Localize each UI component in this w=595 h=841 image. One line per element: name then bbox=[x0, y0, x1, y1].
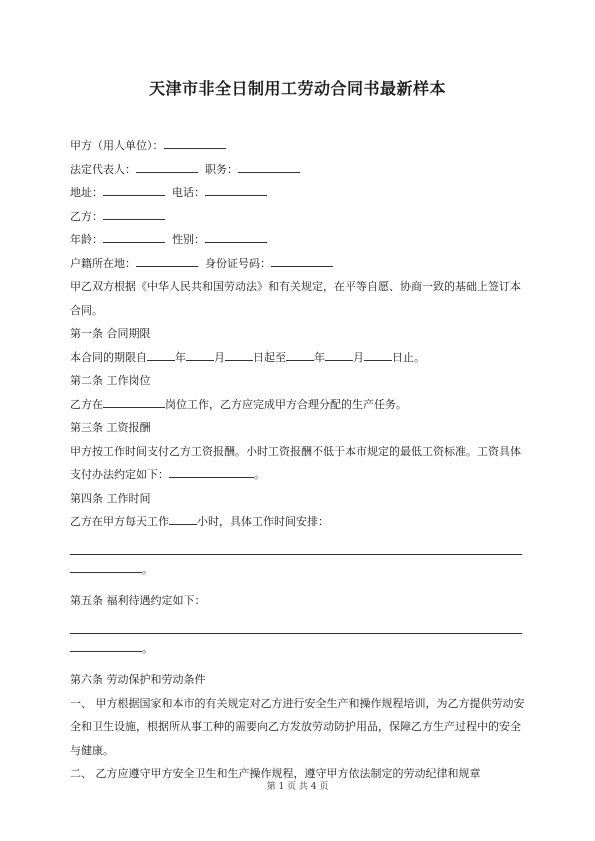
benefits-blank-line[interactable] bbox=[70, 619, 522, 634]
article-4-text bbox=[70, 510, 530, 534]
benefits-blank-short[interactable] bbox=[70, 637, 142, 652]
phone-blank[interactable] bbox=[205, 181, 267, 196]
a2-text-pre: 乙方在 bbox=[70, 397, 103, 411]
article-3-text bbox=[70, 440, 530, 487]
page-number-footer: 第 1 页 共 4 页 bbox=[266, 782, 329, 792]
hukou-line bbox=[70, 252, 530, 276]
party-a-line bbox=[70, 134, 530, 158]
party-b-blank[interactable] bbox=[103, 205, 165, 220]
position-blank[interactable] bbox=[238, 158, 300, 173]
work-schedule-blank-short[interactable] bbox=[70, 558, 142, 573]
a1-text-2: 月 bbox=[214, 350, 225, 364]
id-number-label: 身份证号码： bbox=[205, 256, 271, 270]
phone-label: 电话： bbox=[172, 186, 205, 199]
party-a-blank[interactable] bbox=[164, 134, 226, 149]
article-5-end bbox=[70, 637, 530, 661]
article-2-text bbox=[70, 393, 530, 417]
article-4-title: 第四条 工作时间 bbox=[70, 491, 151, 505]
gender-blank[interactable] bbox=[205, 228, 267, 243]
a1-text-6: 日止。 bbox=[392, 350, 425, 364]
end-year-blank[interactable] bbox=[286, 346, 314, 361]
a1-text-5: 月 bbox=[353, 350, 364, 364]
id-number-blank[interactable] bbox=[271, 252, 333, 267]
a4-end-text: 。 bbox=[142, 562, 153, 576]
start-month-blank[interactable] bbox=[186, 346, 214, 361]
pay-method-blank[interactable] bbox=[169, 463, 254, 478]
article-1-title: 第一条 合同期限 bbox=[70, 327, 151, 340]
end-day-blank[interactable] bbox=[364, 346, 392, 361]
article-6-title: 第六条 劳动保护和劳动条件 bbox=[70, 673, 206, 686]
end-month-blank[interactable] bbox=[325, 346, 353, 361]
a1-text-3: 日起至 bbox=[253, 350, 286, 364]
address-line bbox=[70, 181, 530, 205]
hukou-label: 户籍所在地： bbox=[70, 256, 136, 270]
work-schedule-blank-line[interactable] bbox=[70, 540, 522, 555]
legal-rep-label: 法定代表人： bbox=[70, 162, 136, 176]
start-day-blank[interactable] bbox=[225, 346, 253, 361]
party-b-label: 乙方： bbox=[70, 209, 103, 223]
article-4-end bbox=[70, 558, 530, 582]
party-a-label: 甲方（用人单位）： bbox=[70, 139, 164, 152]
intro-paragraph: 甲乙双方根据《中华人民共和国劳动法》和有关规定，在平等自愿、协商一致的基础上签订本合同。 bbox=[70, 280, 521, 317]
a3-text-post: 。 bbox=[254, 468, 265, 481]
age-label: 年龄： bbox=[70, 233, 103, 246]
a1-text-1: 年 bbox=[175, 350, 186, 364]
a3-text-pre: 甲方按工作时间支付乙方工资报酬。小时工资报酬不低于本市规定的最低工资标准。工资具体支付办法约定如下： bbox=[70, 444, 521, 481]
age-blank[interactable] bbox=[103, 228, 165, 243]
a1-text-0: 本合同的期限自 bbox=[70, 350, 147, 364]
article-2-title: 第二条 工作岗位 bbox=[70, 374, 151, 387]
document-title: 天津市非全日制用工劳动合同书最新样本 bbox=[148, 79, 446, 98]
article-5-title: 第五条 福利待遇约定如下： bbox=[70, 594, 206, 607]
a4-text-pre: 乙方在甲方每天工作 bbox=[70, 515, 169, 528]
a1-text-4: 年 bbox=[314, 350, 325, 364]
article-6-para-1: 一、 甲方根据国家和本市的有关规定对乙方进行安全生产和操作规程培训，为乙方提供劳动安全和卫生设施，根据所从事工种的需要向乙方发放劳动防护用品，保障乙方生产过程中的安全与健康。 bbox=[70, 696, 525, 757]
article-6-para-2: 二、 乙方应遵守甲方安全卫生和生产操作规程，遵守甲方依法制定的劳动纪律和规章 bbox=[70, 767, 481, 780]
gender-label: 性别： bbox=[172, 233, 205, 246]
hukou-blank[interactable] bbox=[136, 252, 198, 267]
start-year-blank[interactable] bbox=[147, 346, 175, 361]
a4-text-post: 小时，具体工作时间安排： bbox=[197, 515, 329, 528]
document-body bbox=[70, 134, 530, 786]
daily-hours-blank[interactable] bbox=[169, 510, 197, 525]
job-post-blank[interactable] bbox=[103, 393, 165, 408]
legal-rep-blank[interactable] bbox=[136, 158, 198, 173]
a2-text-post: 岗位工作，乙方应完成甲方合理分配的生产任务。 bbox=[165, 397, 407, 411]
address-label: 地址： bbox=[70, 186, 103, 199]
address-blank[interactable] bbox=[103, 181, 165, 196]
a5-end-text: 。 bbox=[142, 641, 153, 655]
party-b-line bbox=[70, 205, 530, 229]
article-3-title: 第三条 工资报酬 bbox=[70, 421, 151, 434]
position-label: 职务： bbox=[205, 162, 238, 176]
legal-rep-line bbox=[70, 158, 530, 182]
age-line bbox=[70, 228, 530, 252]
article-1-text bbox=[70, 346, 530, 370]
